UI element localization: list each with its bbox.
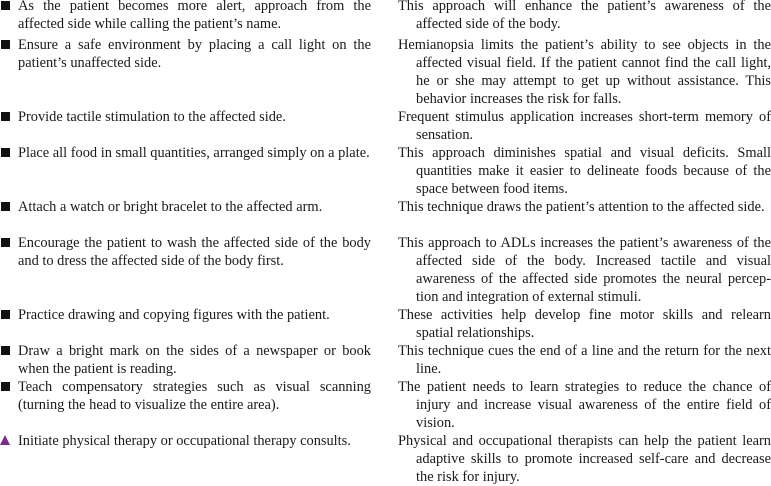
- square-bullet-icon: [0, 198, 18, 216]
- rationale-text: Frequent stimulus application increases short-term memory of sensation.: [398, 109, 771, 143]
- square-bullet-icon: [0, 234, 18, 252]
- table-row: [0, 144, 771, 198]
- square-bullet-icon: [0, 36, 18, 54]
- square-bullet-icon: [0, 0, 18, 15]
- intervention-text: Attach a watch or bright bracelet to the affected arm.: [18, 199, 323, 215]
- table-row: [0, 378, 771, 432]
- rationale-text: Physical and occupational therapists can help the patient learn adaptive skills to promote increased self-care and decrease the risk for injury.: [398, 433, 771, 485]
- table-row: [0, 36, 771, 108]
- table-row: [0, 234, 771, 306]
- intervention-text: As the patient becomes more alert, approach from the affected side while calling the patient’s name.: [18, 0, 371, 32]
- square-bullet-icon: [0, 144, 18, 162]
- intervention-text: Initiate physical therapy or occupational therapy consults.: [18, 433, 351, 449]
- rationale-text: This technique draws the patient’s attention to the affected side.: [398, 199, 765, 215]
- square-bullet-icon: [0, 306, 18, 324]
- rationale-text: The patient needs to learn strategies to reduce the chance of injury and increase visual awareness of the entire field of vision.: [398, 379, 771, 431]
- rationale-text: This approach to ADLs increases the patient’s awareness of the affected side of the body. Increased tactile and visual awareness of the affected side promotes the neural percep-tion and integration of external stimuli.: [398, 235, 771, 305]
- intervention-text: Provide tactile stimulation to the affected side.: [18, 109, 286, 125]
- rationale-text: Hemianopsia limits the patient’s ability to see objects in the affected visual field. If the patient cannot find the call light, he or she may attempt to get up without assistance. This behavior increases the risk for falls.: [398, 37, 771, 107]
- table-row: [0, 198, 771, 234]
- square-bullet-icon: [0, 378, 18, 396]
- intervention-text: Practice drawing and copying figures with the patient.: [18, 307, 330, 323]
- intervention-text: Ensure a safe environment by placing a call light on the patient’s unaffected side.: [18, 37, 371, 71]
- intervention-text: Encourage the patient to wash the affected side of the body and to dress the affected side of the body first.: [18, 235, 371, 269]
- intervention-text: Place all food in small quantities, arranged simply on a plate.: [18, 145, 370, 161]
- rationale-text: This approach diminishes spatial and visual deficits. Small quantities make it easier to delineate foods because of the space between food items.: [398, 145, 771, 197]
- square-bullet-icon: [0, 342, 18, 360]
- table-row: [0, 306, 771, 342]
- table-row: [0, 342, 771, 378]
- table-row: [0, 108, 771, 144]
- table-row: [0, 0, 771, 36]
- intervention-text: Draw a bright mark on the sides of a newspaper or book when the patient is reading.: [18, 343, 371, 377]
- triangle-bullet-icon: [0, 432, 18, 450]
- square-bullet-icon: [0, 108, 18, 126]
- intervention-text: Teach compensatory strategies such as visual scanning (turning the head to visualize the entire area).: [18, 379, 371, 413]
- rationale-text: This approach will enhance the patient’s awareness of the affected side of the body.: [398, 0, 771, 32]
- rationale-text: This technique cues the end of a line and the return for the next line.: [398, 343, 771, 377]
- table-row: [0, 432, 771, 486]
- rationale-text: These activities help develop fine motor skills and relearn spatial relationships.: [398, 307, 771, 341]
